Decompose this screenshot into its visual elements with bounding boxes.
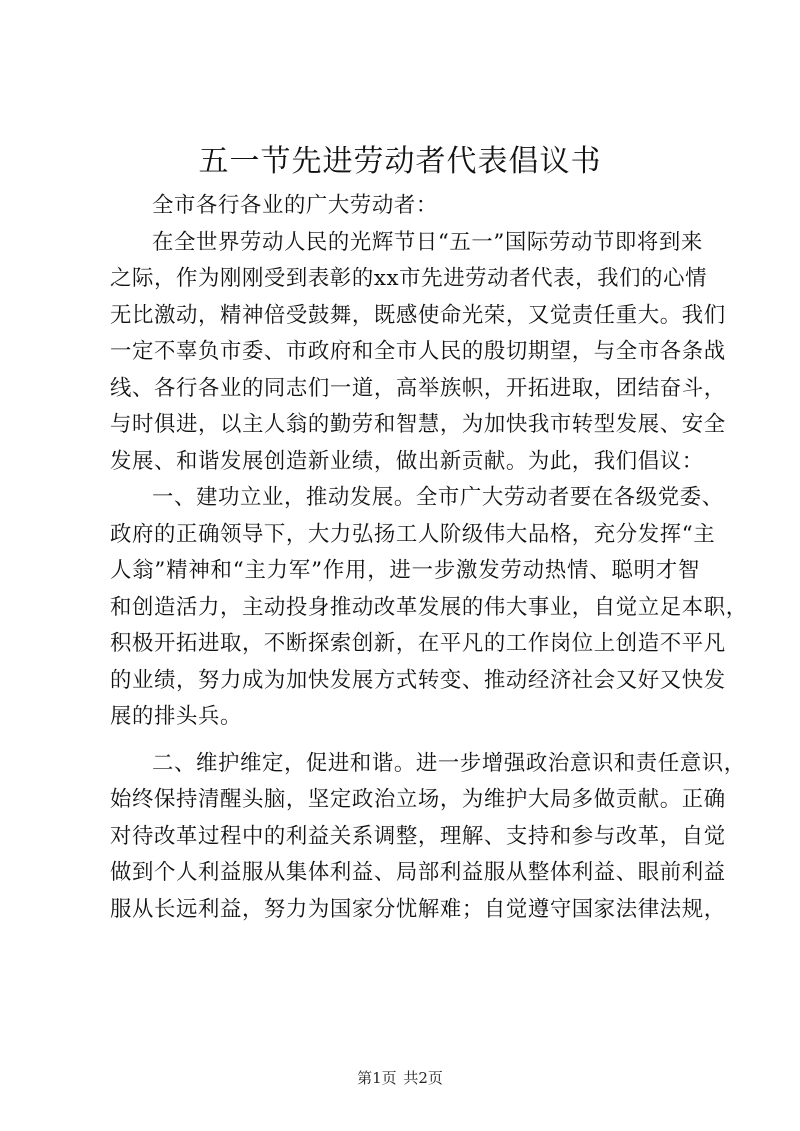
page-number: 第1页 — [357, 1069, 397, 1087]
page-total: 共2页 — [403, 1069, 443, 1087]
paragraph-line: 无比激动，精神倍受鼓舞，既感使命光荣，又觉责任重大。我们 — [110, 302, 726, 328]
paragraph-line: 线、各行各业的同志们一道，高举族帜，开拓进取，团结奋斗， — [110, 375, 726, 401]
document-body — [110, 188, 748, 928]
paragraph-line: 的业绩，努力成为加快发展方式转变、推动经济社会又好又快发 — [110, 667, 726, 693]
paragraph-gap — [110, 736, 700, 746]
paragraph-line: 政府的正确领导下，大力弘扬工人阶级伟大品格，充分发挥“主 — [110, 521, 716, 547]
salutation: 全市各行各业的广大劳动者： — [152, 193, 438, 218]
paragraph-line: 做到个人利益服从集体利益、局部利益服从整体利益、眼前利益 — [110, 860, 726, 885]
paragraph-line: 发展、和谐发展创造新业绩，做出新贡献。为此，我们倡议： — [110, 448, 704, 474]
paragraph-line: 服从长远利益，努力为国家分忧解难；自觉遵守国家法律法规， — [110, 896, 726, 922]
paragraph-line: 二、维护维定，促进和谐。进一步增强政治意识和责任意识， — [152, 750, 746, 776]
paragraph-line: 与时俱进，以主人翁的勤劳和智慧，为加快我市转型发展、安全 — [110, 412, 726, 437]
paragraph-line: 展的排头兵。 — [110, 704, 242, 729]
paragraph-line: 对待改革过程中的利益关系调整，理解、支持和参与改革，自觉 — [110, 823, 726, 849]
paragraph-line: 和创造活力，主动投身推动改革发展的伟大事业，自觉立足本职， — [110, 594, 748, 620]
paragraph-line: 一、建功立业，推动发展。全市广大劳动者要在各级党委、 — [152, 485, 724, 510]
paragraph-line: 人翁”精神和“主力军”作用，进一步激发劳动热情、聪明才智 — [110, 558, 700, 583]
document-title: 五一节先进劳动者代表倡议书 — [198, 144, 602, 179]
page-footer — [0, 1068, 800, 1088]
paragraph-line: 之际，作为刚刚受到表彰的xx市先进劳动者代表，我们的心情 — [110, 266, 708, 291]
paragraph-line: 积极开拓进取，不断探索创新，在平凡的工作岗位上创造不平凡 — [110, 631, 726, 656]
paragraph-line: 一定不辜负市委、市政府和全市人民的殷切期望，与全市各条战 — [110, 339, 726, 364]
paragraph-line: 在全世界劳动人民的光辉节日“五一”国际劳动节即将到来 — [152, 229, 703, 255]
paragraph-line: 始终保持清醒头脑，坚定政治立场，为维护大局多做贡献。正确 — [110, 787, 726, 812]
